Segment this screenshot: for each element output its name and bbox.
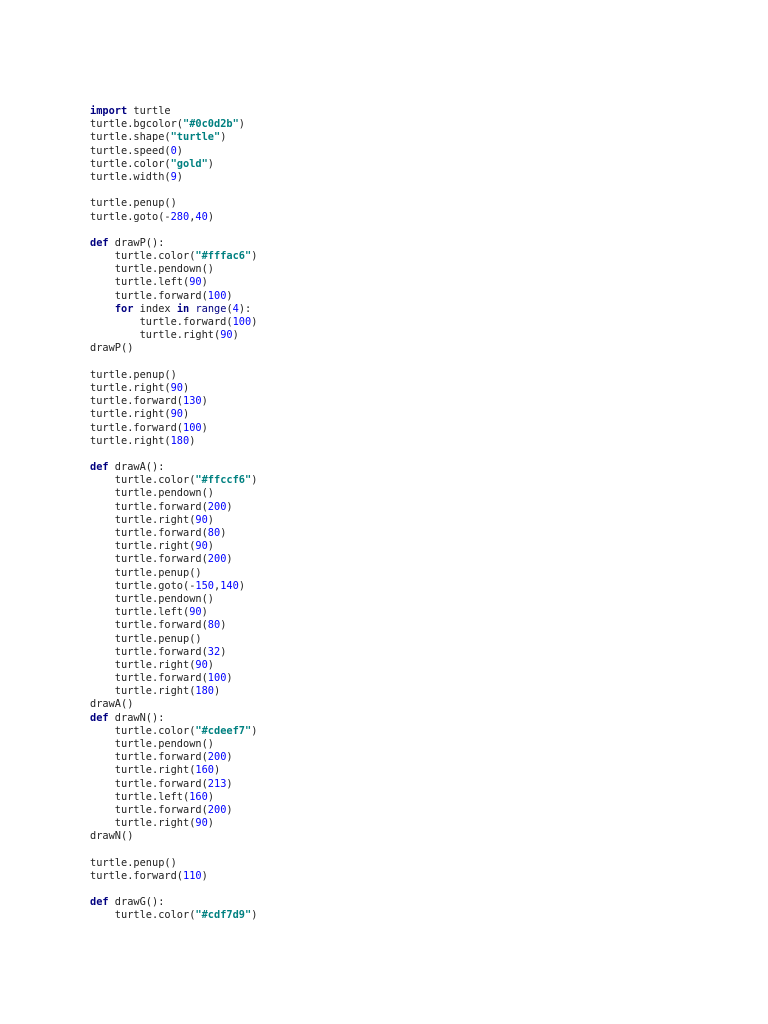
code-text: ) xyxy=(232,329,239,342)
code-line xyxy=(90,857,257,870)
code-line xyxy=(90,764,257,777)
code-line xyxy=(90,540,257,553)
code-text: turtle.penup() xyxy=(90,856,177,869)
code-line xyxy=(90,369,257,382)
code-number: 90 xyxy=(220,329,233,342)
code-text: turtle.forward( xyxy=(90,751,208,764)
code-line xyxy=(90,131,257,144)
code-string: "#cdeef7" xyxy=(195,724,252,737)
code-text: ) xyxy=(226,751,233,764)
code-text: turtle.forward( xyxy=(90,553,208,566)
code-text xyxy=(90,303,115,315)
code-line xyxy=(90,870,257,883)
code-number: 90 xyxy=(195,513,208,526)
code-text: drawN() xyxy=(90,830,134,843)
code-line xyxy=(90,224,257,237)
code-text: turtle.left( xyxy=(90,606,190,619)
code-text: drawG(): xyxy=(108,896,165,909)
code-line xyxy=(90,646,257,659)
code-string: "#ffccf6" xyxy=(195,474,252,487)
code-line xyxy=(90,171,257,184)
code-string: "#cdf7d9" xyxy=(195,909,252,922)
code-text: ) xyxy=(207,817,214,830)
code-text: ) xyxy=(176,144,183,157)
code-line xyxy=(90,830,257,843)
code-text: ) xyxy=(207,790,215,803)
code-text: turtle.left( xyxy=(90,790,190,803)
code-number: 100 xyxy=(207,289,227,302)
code-text: drawN(): xyxy=(108,711,165,724)
code-text: turtle.forward( xyxy=(90,527,208,539)
code-text: turtle.right( xyxy=(90,381,171,394)
code-number: 0 xyxy=(170,144,177,157)
code-text: turtle.color( xyxy=(90,250,196,263)
code-line xyxy=(90,211,257,224)
code-line xyxy=(90,184,257,197)
code-number: 200 xyxy=(207,553,227,566)
code-text: ) xyxy=(183,408,190,421)
code-text: ) xyxy=(251,316,258,328)
code-line xyxy=(90,712,257,725)
code-line xyxy=(90,501,257,514)
code-text: turtle.forward( xyxy=(90,777,208,790)
code-text: ) xyxy=(207,540,214,553)
code-line xyxy=(90,778,257,791)
code-text: , xyxy=(189,210,196,223)
code-line xyxy=(90,791,257,804)
code-text: ) xyxy=(207,513,214,526)
code-line xyxy=(90,606,257,619)
code-text: ) xyxy=(220,527,227,539)
code-number: 200 xyxy=(207,751,227,764)
code-text: turtle.left( xyxy=(90,276,190,289)
code-text: turtle.right( xyxy=(90,764,196,777)
code-text: turtle.right( xyxy=(90,817,196,830)
code-line xyxy=(90,817,257,830)
code-text: ) xyxy=(201,869,208,882)
code-number: 90 xyxy=(195,817,208,830)
code-keyword: def xyxy=(90,461,109,474)
code-text: turtle.pendown() xyxy=(90,263,214,276)
code-keyword: def xyxy=(90,896,109,909)
code-number: 32 xyxy=(207,645,221,658)
code-text: ) xyxy=(201,395,208,408)
code-text: ) xyxy=(189,434,196,447)
code-text: ) xyxy=(251,909,258,922)
code-text: ) xyxy=(183,381,190,394)
code-line xyxy=(90,118,257,131)
code-number: 110 xyxy=(183,869,202,882)
code-line xyxy=(90,105,257,118)
code-line xyxy=(90,422,257,435)
code-text: ) xyxy=(226,553,233,566)
code-text: turtle xyxy=(127,105,171,117)
code-number: 160 xyxy=(195,764,214,777)
code-number: 90 xyxy=(189,606,202,619)
code-number: 80 xyxy=(207,527,221,539)
code-text: ) xyxy=(238,118,245,131)
code-text: turtle.color( xyxy=(90,157,171,170)
code-text: ) xyxy=(207,658,214,671)
code-line xyxy=(90,514,257,527)
code-line xyxy=(90,474,257,487)
code-number: 9 xyxy=(170,170,177,183)
code-number: 150 xyxy=(195,579,214,592)
code-text: index xyxy=(133,302,177,315)
code-line xyxy=(90,593,257,606)
code-text: turtle.right( xyxy=(90,540,196,553)
code-text: ) xyxy=(251,474,258,487)
code-number: 90 xyxy=(170,408,183,421)
code-text: turtle.color( xyxy=(90,909,196,922)
code-line xyxy=(90,751,257,764)
code-text: turtle.right( xyxy=(90,329,221,342)
code-text: turtle.forward( xyxy=(90,316,233,328)
code-text: ) xyxy=(207,210,215,223)
code-line xyxy=(90,329,257,342)
code-number: 130 xyxy=(183,395,202,408)
code-line xyxy=(90,883,257,896)
code-text: turtle.forward( xyxy=(90,645,208,658)
code-text: turtle.color( xyxy=(90,724,196,737)
code-line xyxy=(90,237,257,250)
code-text: ) xyxy=(201,606,208,619)
code-line xyxy=(90,909,257,922)
code-number: 180 xyxy=(195,685,214,698)
code-text: turtle.shape( xyxy=(90,131,171,144)
code-line xyxy=(90,356,257,369)
code-number: 100 xyxy=(183,421,202,434)
code-number: 100 xyxy=(232,316,252,328)
code-line xyxy=(90,395,257,408)
code-text: drawA() xyxy=(90,698,134,711)
code-number: 160 xyxy=(189,790,208,803)
code-line xyxy=(90,250,257,263)
code-line xyxy=(90,685,257,698)
code-text: turtle.right( xyxy=(90,434,171,447)
code-line xyxy=(90,316,257,329)
code-text: turtle.pendown() xyxy=(90,738,214,750)
code-text: drawP(): xyxy=(108,236,165,249)
code-text: ) xyxy=(201,421,208,434)
code-line xyxy=(90,659,257,672)
code-text: turtle.right( xyxy=(90,513,196,526)
code-line xyxy=(90,145,257,158)
code-text: ) xyxy=(220,645,227,658)
code-text: turtle.penup() xyxy=(90,566,202,579)
code-text: ) xyxy=(226,672,233,685)
code-line xyxy=(90,844,257,857)
code-text: turtle.right( xyxy=(90,658,196,671)
code-line xyxy=(90,725,257,738)
code-text: turtle.pendown() xyxy=(90,487,214,500)
code-number: 40 xyxy=(195,210,208,223)
code-text: ) xyxy=(251,724,258,737)
code-text: , xyxy=(214,579,221,592)
code-line xyxy=(90,303,257,316)
code-line xyxy=(90,580,257,593)
code-text: ) xyxy=(238,579,246,592)
code-text: ) xyxy=(201,276,208,289)
code-string: "turtle" xyxy=(170,131,221,144)
code-line xyxy=(90,633,257,646)
code-text: turtle.penup() xyxy=(90,197,177,210)
code-number: 4 xyxy=(232,302,239,315)
code-line xyxy=(90,487,257,500)
code-text: ) xyxy=(251,250,258,263)
code-number: 90 xyxy=(170,381,183,394)
code-line xyxy=(90,567,257,580)
code-keyword: for xyxy=(114,302,134,315)
code-text: turtle.forward( xyxy=(90,395,183,408)
code-text: ): xyxy=(238,302,252,315)
code-line xyxy=(90,408,257,421)
code-number: 80 xyxy=(207,619,221,632)
code-number: 90 xyxy=(189,276,202,289)
code-text: turtle.penup() xyxy=(90,368,177,381)
code-text: drawP() xyxy=(90,342,134,355)
code-text: ) xyxy=(226,777,233,790)
code-text: turtle.forward( xyxy=(90,672,208,685)
code-text: turtle.forward( xyxy=(90,619,208,632)
code-text: ) xyxy=(226,500,233,513)
code-line xyxy=(90,197,257,210)
code-text: turtle.goto(- xyxy=(90,579,196,592)
code-line xyxy=(90,804,257,817)
code-text: ) xyxy=(176,170,183,183)
code-text: turtle.forward( xyxy=(90,500,208,513)
code-block xyxy=(90,105,257,923)
code-line xyxy=(90,290,257,303)
code-keyword: def xyxy=(90,236,109,249)
code-text: turtle.forward( xyxy=(90,869,183,882)
code-text: ) xyxy=(214,764,221,777)
code-keyword: def xyxy=(90,711,109,724)
code-text: turtle.color( xyxy=(90,474,196,487)
code-number: 200 xyxy=(207,500,227,513)
code-text: ) xyxy=(220,131,227,144)
code-text: turtle.right( xyxy=(90,408,171,421)
code-line xyxy=(90,263,257,276)
code-line xyxy=(90,435,257,448)
code-keyword: in xyxy=(176,302,190,315)
code-text: drawA(): xyxy=(108,461,165,474)
code-line xyxy=(90,738,257,751)
code-line xyxy=(90,342,257,355)
code-builtin: range xyxy=(195,302,227,315)
code-text: turtle.pendown() xyxy=(90,592,214,605)
code-text: turtle.right( xyxy=(90,685,196,698)
code-line xyxy=(90,553,257,566)
code-string: "gold" xyxy=(170,157,208,170)
code-line xyxy=(90,896,257,909)
code-text: ( xyxy=(226,302,233,315)
code-text: ) xyxy=(226,289,233,302)
code-string: "#fffac6" xyxy=(195,250,252,263)
code-text: ) xyxy=(214,685,221,698)
code-text: turtle.bgcolor( xyxy=(90,118,183,131)
code-text: turtle.speed( xyxy=(90,144,171,157)
code-line xyxy=(90,382,257,395)
code-line xyxy=(90,698,257,711)
code-line xyxy=(90,276,257,289)
code-text: turtle.penup() xyxy=(90,632,202,645)
code-text: turtle.goto(- xyxy=(90,210,171,223)
code-number: 180 xyxy=(170,434,190,447)
code-text: ) xyxy=(220,619,227,632)
code-text: ) xyxy=(226,803,233,816)
code-line xyxy=(90,461,257,474)
code-number: 280 xyxy=(170,210,190,223)
code-line xyxy=(90,619,257,632)
code-number: 100 xyxy=(207,672,227,685)
code-line xyxy=(90,527,257,540)
code-number: 90 xyxy=(195,540,208,553)
code-text: turtle.width( xyxy=(90,170,171,183)
code-line xyxy=(90,158,257,171)
code-text: turtle.forward( xyxy=(90,803,208,816)
code-number: 140 xyxy=(220,579,239,592)
code-string: "#0c0d2b" xyxy=(183,118,239,131)
code-keyword: import xyxy=(90,105,128,117)
code-line xyxy=(90,672,257,685)
code-text: turtle.forward( xyxy=(90,289,208,302)
code-number: 90 xyxy=(195,658,208,671)
code-line xyxy=(90,448,257,461)
code-number: 200 xyxy=(207,803,227,816)
code-text: turtle.forward( xyxy=(90,421,183,434)
code-text: ) xyxy=(207,157,214,170)
code-number: 213 xyxy=(207,777,227,790)
